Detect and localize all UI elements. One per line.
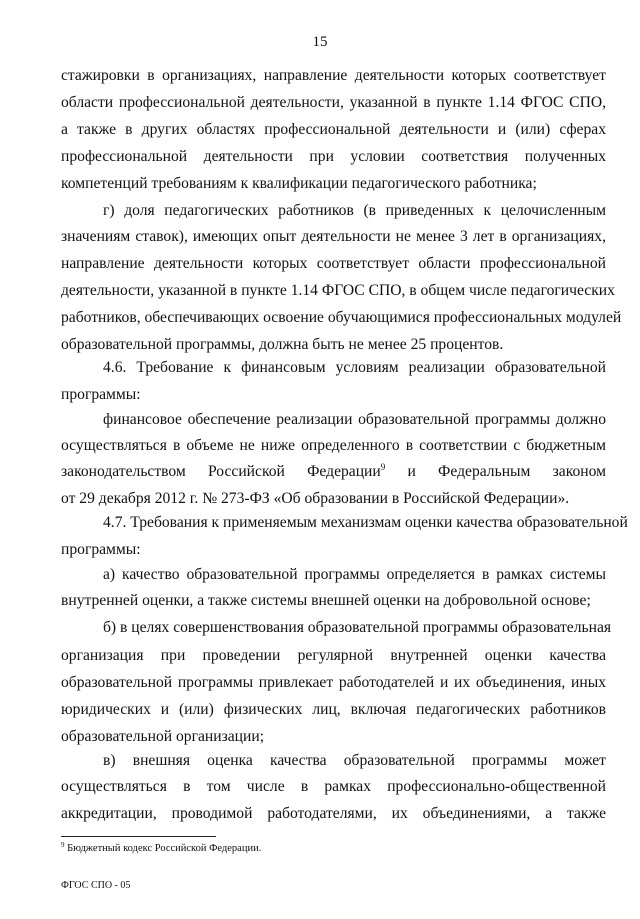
text-line: 4.7. Требования к применяемым механизмам оценки качества образовательной — [103, 514, 628, 531]
text-line: аккредитации, проводимой работодателями, их объединениями, а также — [61, 805, 606, 822]
footnote-text: Бюджетный кодекс Российской Федерации. — [64, 843, 262, 854]
text-line: осуществляться в том числе в рамках профессионально-общественной — [61, 778, 606, 795]
text-line: 4.6. Требование к финансовым условиям реализации образовательной — [103, 359, 606, 376]
text-line: направление деятельности которых соответствует области профессиональной — [61, 255, 606, 272]
text-line: а) качество образовательной программы определяется в рамках системы — [103, 566, 606, 583]
text-line: г) доля педагогических работников (в приведенных к целочисленным — [103, 202, 606, 219]
text-line: образовательной программы, должна быть не менее 25 процентов. — [61, 336, 504, 353]
page-number: 15 — [312, 34, 328, 50]
text-line: программы: — [61, 541, 141, 558]
text-line: стажировки в организациях, направление деятельности которых соответствует — [61, 67, 606, 84]
text-line: области профессиональной деятельности, указанной в пункте 1.14 ФГОС СПО, — [61, 94, 606, 111]
text-line: а также в других областях профессиональной деятельности и (или) сферах — [61, 121, 606, 138]
text-line: образовательной программы привлекает работодателей и их объединения, иных — [61, 674, 606, 691]
text-line: финансовое обеспечение реализации образовательной программы должно — [103, 411, 606, 428]
text-line: законодательством Российской Федерации$^9$ и Федеральным законом — [61, 462, 606, 480]
text-line: значениям ставок), имеющих опыт деятельности не менее 3 лет в организациях, — [61, 228, 606, 245]
footnote-rule — [61, 836, 216, 837]
text-line: работников, обеспечивающих освоение обучающимися профессиональных модулей — [61, 309, 622, 326]
text-line: профессиональной деятельности при условии соответствия полученных — [61, 148, 606, 165]
text-line: образовательной организации; — [61, 728, 265, 745]
text-line: организация при проведении регулярной внутренней оценки качества — [61, 647, 606, 664]
footnote — [61, 843, 261, 854]
footnote-marker: 9 — [61, 841, 65, 849]
text-line: компетенций требованиям к квалификации педагогического работника; — [61, 175, 537, 192]
text-line: юридических и (или) физических лиц, включая педагогических работников — [61, 701, 606, 718]
text-line: б) в целях совершенствования образовательной программы образовательная — [103, 619, 612, 636]
text-line: программы: — [61, 386, 141, 403]
document-code: ФГОС СПО - 05 — [61, 880, 131, 891]
footnote-reference: 9 — [380, 462, 386, 472]
text-line: от 29 декабря 2012 г. № 273-ФЗ «Об образовании в Российской Федерации». — [61, 490, 570, 507]
text-line: внутренней оценки, а также системы внешней оценки на добровольной основе; — [61, 592, 591, 609]
text-line: в) внешняя оценка качества образовательной программы может — [103, 752, 606, 769]
text-line: осуществляться в объеме не ниже определенного в соответствии с бюджетным — [61, 437, 606, 454]
text-line: деятельности, указанной в пункте 1.14 ФГОС СПО, в общем числе педагогических — [61, 282, 615, 299]
